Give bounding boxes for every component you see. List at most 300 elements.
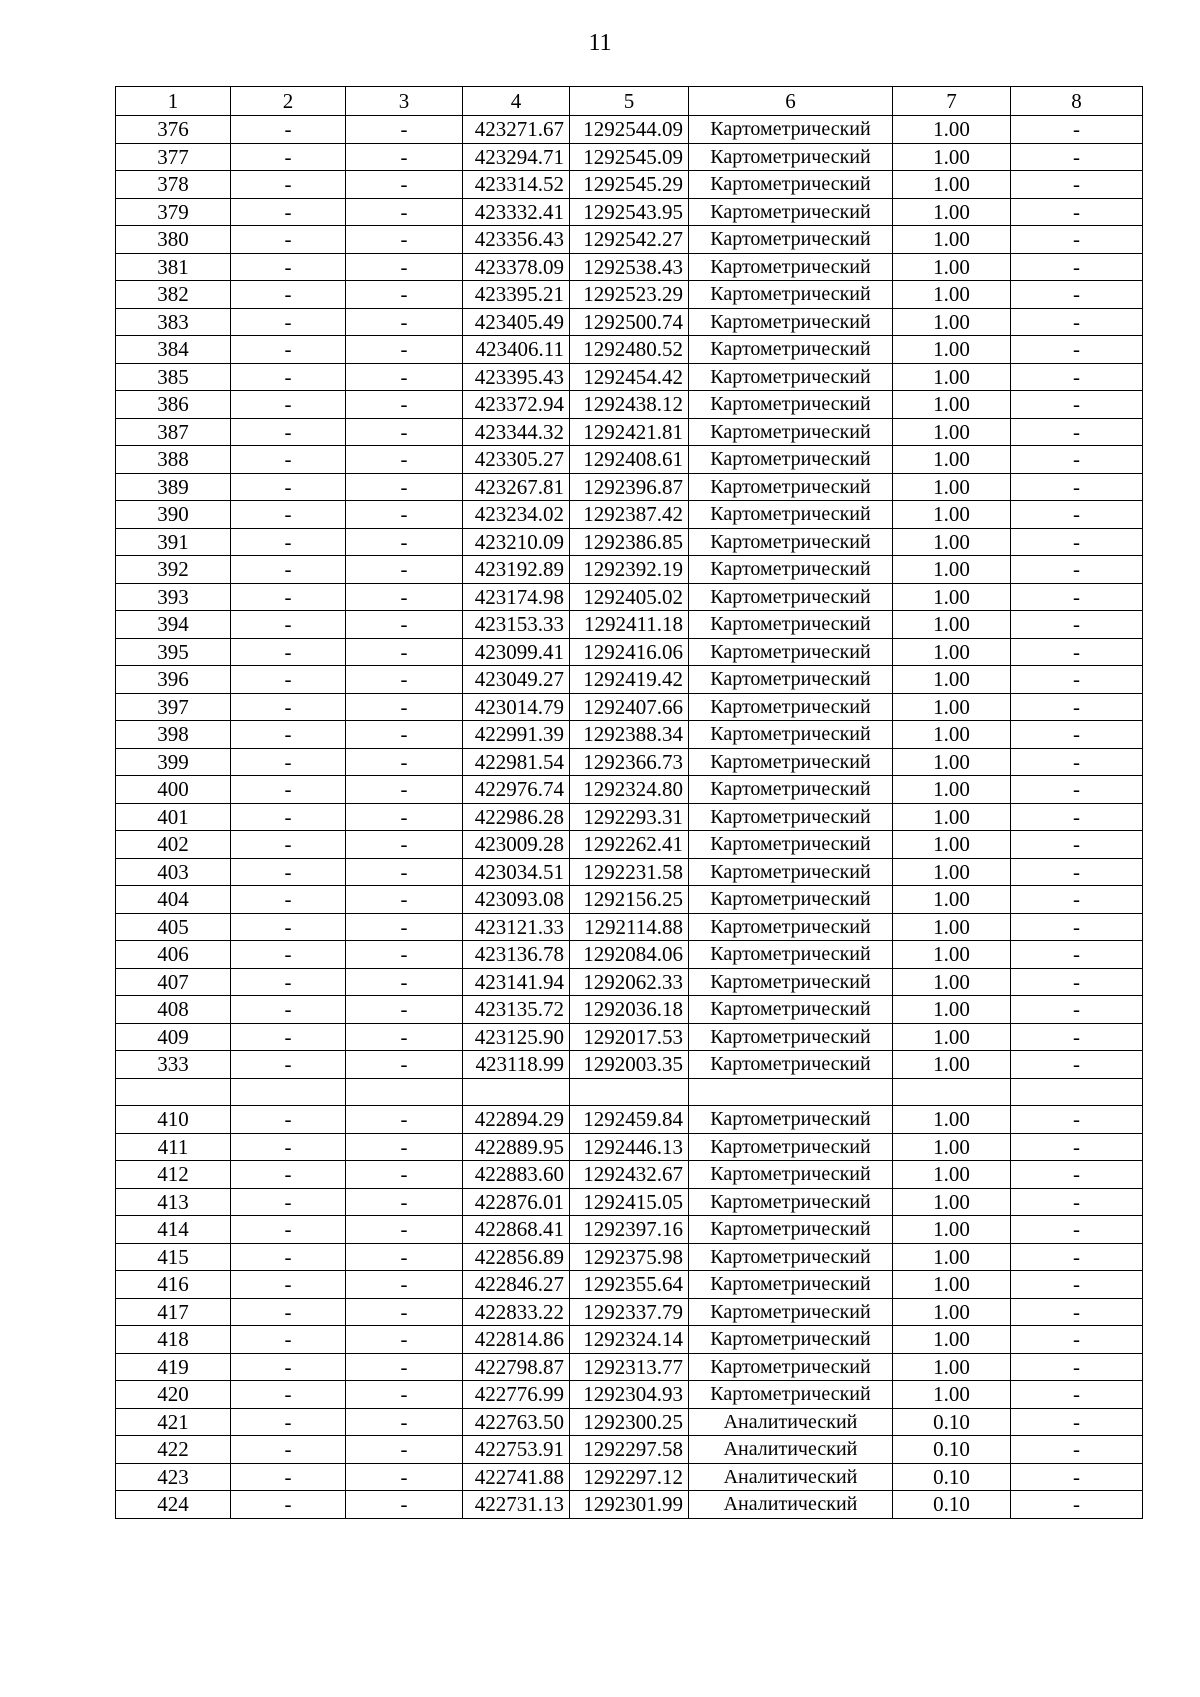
point-number-cell: 399 [116,748,231,776]
table-row [116,171,1143,199]
method-cell: Аналитический [689,1408,893,1436]
accuracy-cell: 1.00 [893,391,1011,419]
point-number-cell: 380 [116,226,231,254]
accuracy-cell: 1.00 [893,363,1011,391]
col8-cell: - [1011,556,1143,584]
point-number-cell: 386 [116,391,231,419]
method-cell: Картометрический [689,721,893,749]
col3-cell: - [346,1353,463,1381]
col8-cell: - [1011,886,1143,914]
point-number-cell: 421 [116,1408,231,1436]
y-coordinate-cell: 1292388.34 [570,721,689,749]
col2-cell: - [231,1271,346,1299]
x-coordinate-cell: 423210.09 [463,528,570,556]
col2-cell: - [231,1436,346,1464]
col2-cell: - [231,1161,346,1189]
x-coordinate-cell: 423314.52 [463,171,570,199]
accuracy-cell: 0.10 [893,1463,1011,1491]
point-number-cell [116,1078,231,1106]
coordinates-table [115,86,1143,1519]
col3-cell [346,1078,463,1106]
col8-cell: - [1011,638,1143,666]
column-header: 4 [463,87,570,116]
point-number-cell: 378 [116,171,231,199]
col2-cell: - [231,1491,346,1519]
table-row [116,473,1143,501]
method-cell: Картометрический [689,803,893,831]
x-coordinate-cell [463,1078,570,1106]
col2-cell: - [231,143,346,171]
accuracy-cell: 1.00 [893,1023,1011,1051]
accuracy-cell: 1.00 [893,858,1011,886]
x-coordinate-cell: 422846.27 [463,1271,570,1299]
accuracy-cell: 1.00 [893,638,1011,666]
method-cell: Картометрический [689,418,893,446]
col8-cell: - [1011,418,1143,446]
col8-cell: - [1011,363,1143,391]
method-cell: Картометрический [689,1353,893,1381]
table-row [116,1463,1143,1491]
col3-cell: - [346,1298,463,1326]
y-coordinate-cell: 1292114.88 [570,913,689,941]
col8-cell: - [1011,996,1143,1024]
table-row [116,913,1143,941]
x-coordinate-cell: 422883.60 [463,1161,570,1189]
col8-cell: - [1011,226,1143,254]
x-coordinate-cell: 423125.90 [463,1023,570,1051]
y-coordinate-cell: 1292231.58 [570,858,689,886]
method-cell: Картометрический [689,363,893,391]
accuracy-cell: 1.00 [893,1271,1011,1299]
col2-cell: - [231,336,346,364]
accuracy-cell: 1.00 [893,556,1011,584]
y-coordinate-cell: 1292407.66 [570,693,689,721]
y-coordinate-cell: 1292446.13 [570,1133,689,1161]
col8-cell: - [1011,1243,1143,1271]
table-row [116,611,1143,639]
point-number-cell: 401 [116,803,231,831]
col3-cell: - [346,501,463,529]
method-cell: Картометрический [689,391,893,419]
y-coordinate-cell: 1292415.05 [570,1188,689,1216]
point-number-cell: 395 [116,638,231,666]
table-row [116,831,1143,859]
y-coordinate-cell: 1292480.52 [570,336,689,364]
point-number-cell: 424 [116,1491,231,1519]
y-coordinate-cell: 1292300.25 [570,1408,689,1436]
col3-cell: - [346,1023,463,1051]
y-coordinate-cell: 1292386.85 [570,528,689,556]
col2-cell: - [231,198,346,226]
col3-cell: - [346,913,463,941]
x-coordinate-cell: 423405.49 [463,308,570,336]
col3-cell: - [346,556,463,584]
accuracy-cell: 1.00 [893,116,1011,144]
x-coordinate-cell: 423294.71 [463,143,570,171]
point-number-cell: 392 [116,556,231,584]
method-cell: Картометрический [689,1326,893,1354]
point-number-cell: 412 [116,1161,231,1189]
point-number-cell: 413 [116,1188,231,1216]
col2-cell: - [231,941,346,969]
accuracy-cell: 1.00 [893,968,1011,996]
col8-cell: - [1011,1436,1143,1464]
x-coordinate-cell: 423135.72 [463,996,570,1024]
x-coordinate-cell: 423093.08 [463,886,570,914]
col2-cell: - [231,253,346,281]
col8-cell: - [1011,1408,1143,1436]
col3-cell: - [346,1436,463,1464]
y-coordinate-cell: 1292355.64 [570,1271,689,1299]
col2-cell: - [231,391,346,419]
x-coordinate-cell: 422798.87 [463,1353,570,1381]
method-cell: Картометрический [689,1051,893,1079]
accuracy-cell: 1.00 [893,721,1011,749]
table-row [116,391,1143,419]
col3-cell: - [346,1216,463,1244]
col8-cell: - [1011,143,1143,171]
col8-cell: - [1011,1023,1143,1051]
point-number-cell: 384 [116,336,231,364]
table-row [116,996,1143,1024]
y-coordinate-cell: 1292397.16 [570,1216,689,1244]
method-cell: Картометрический [689,198,893,226]
col3-cell: - [346,611,463,639]
point-number-cell: 418 [116,1326,231,1354]
x-coordinate-cell: 423192.89 [463,556,570,584]
accuracy-cell: 0.10 [893,1491,1011,1519]
column-header: 7 [893,87,1011,116]
accuracy-cell: 1.00 [893,611,1011,639]
table-row [116,501,1143,529]
accuracy-cell: 1.00 [893,198,1011,226]
table-row [116,281,1143,309]
x-coordinate-cell: 423378.09 [463,253,570,281]
column-header: 2 [231,87,346,116]
y-coordinate-cell: 1292324.80 [570,776,689,804]
x-coordinate-cell: 422741.88 [463,1463,570,1491]
table-row [116,253,1143,281]
col2-cell: - [231,748,346,776]
col8-cell: - [1011,968,1143,996]
y-coordinate-cell: 1292084.06 [570,941,689,969]
method-cell: Картометрический [689,693,893,721]
method-cell: Картометрический [689,748,893,776]
x-coordinate-cell: 422731.13 [463,1491,570,1519]
col3-cell: - [346,171,463,199]
accuracy-cell: 1.00 [893,1298,1011,1326]
col8-cell: - [1011,1463,1143,1491]
point-number-cell: 379 [116,198,231,226]
y-coordinate-cell: 1292387.42 [570,501,689,529]
point-number-cell: 402 [116,831,231,859]
col8-cell: - [1011,1298,1143,1326]
method-cell: Аналитический [689,1436,893,1464]
x-coordinate-cell: 423395.21 [463,281,570,309]
table-row [116,1408,1143,1436]
table-row [116,638,1143,666]
x-coordinate-cell: 422876.01 [463,1188,570,1216]
col2-cell: - [231,501,346,529]
method-cell: Аналитический [689,1463,893,1491]
col2-cell: - [231,858,346,886]
col3-cell: - [346,693,463,721]
table-row [116,1106,1143,1134]
col2-cell: - [231,666,346,694]
col8-cell: - [1011,831,1143,859]
col8-cell: - [1011,1161,1143,1189]
col8-cell: - [1011,253,1143,281]
accuracy-cell: 1.00 [893,473,1011,501]
y-coordinate-cell: 1292538.43 [570,253,689,281]
col3-cell: - [346,363,463,391]
col2-cell: - [231,363,346,391]
accuracy-cell: 1.00 [893,253,1011,281]
y-coordinate-cell: 1292017.53 [570,1023,689,1051]
table-row [116,1298,1143,1326]
col3-cell: - [346,1463,463,1491]
accuracy-cell: 1.00 [893,446,1011,474]
col2-cell: - [231,1298,346,1326]
point-number-cell: 397 [116,693,231,721]
table-row [116,226,1143,254]
col8-cell: - [1011,1491,1143,1519]
table-row [116,1491,1143,1519]
col3-cell: - [346,748,463,776]
method-cell: Картометрический [689,528,893,556]
method-cell: Картометрический [689,858,893,886]
col3-cell: - [346,941,463,969]
y-coordinate-cell: 1292454.42 [570,363,689,391]
col2-cell: - [231,968,346,996]
method-cell: Картометрический [689,583,893,611]
table-row [116,1133,1143,1161]
col8-cell: - [1011,501,1143,529]
y-coordinate-cell: 1292438.12 [570,391,689,419]
col3-cell: - [346,858,463,886]
table-row [116,336,1143,364]
x-coordinate-cell: 422856.89 [463,1243,570,1271]
col8-cell: - [1011,941,1143,969]
y-coordinate-cell: 1292262.41 [570,831,689,859]
method-cell: Картометрический [689,1133,893,1161]
col8-cell: - [1011,721,1143,749]
col2-cell: - [231,996,346,1024]
col2-cell: - [231,1023,346,1051]
point-number-cell: 415 [116,1243,231,1271]
y-coordinate-cell: 1292003.35 [570,1051,689,1079]
y-coordinate-cell: 1292396.87 [570,473,689,501]
method-cell: Картометрический [689,1298,893,1326]
col3-cell: - [346,638,463,666]
col8-cell: - [1011,308,1143,336]
accuracy-cell: 1.00 [893,1326,1011,1354]
table-row [116,1051,1143,1079]
x-coordinate-cell: 423118.99 [463,1051,570,1079]
x-coordinate-cell: 423099.41 [463,638,570,666]
col3-cell: - [346,308,463,336]
col8-cell: - [1011,748,1143,776]
accuracy-cell: 1.00 [893,1381,1011,1409]
col3-cell: - [346,226,463,254]
table-row [116,556,1143,584]
col8-cell: - [1011,1271,1143,1299]
col3-cell: - [346,666,463,694]
y-coordinate-cell: 1292545.29 [570,171,689,199]
table-row [116,748,1143,776]
x-coordinate-cell: 422776.99 [463,1381,570,1409]
table-row [116,693,1143,721]
table-row [116,721,1143,749]
accuracy-cell: 1.00 [893,583,1011,611]
y-coordinate-cell: 1292337.79 [570,1298,689,1326]
table-row [116,1188,1143,1216]
col8-cell: - [1011,693,1143,721]
x-coordinate-cell: 423372.94 [463,391,570,419]
point-number-cell: 333 [116,1051,231,1079]
col2-cell: - [231,913,346,941]
method-cell: Картометрический [689,143,893,171]
accuracy-cell: 1.00 [893,1133,1011,1161]
y-coordinate-cell: 1292459.84 [570,1106,689,1134]
point-number-cell: 387 [116,418,231,446]
point-number-cell: 398 [116,721,231,749]
point-number-cell: 417 [116,1298,231,1326]
method-cell: Картометрический [689,611,893,639]
x-coordinate-cell: 422981.54 [463,748,570,776]
x-coordinate-cell: 422976.74 [463,776,570,804]
accuracy-cell: 1.00 [893,336,1011,364]
x-coordinate-cell: 423174.98 [463,583,570,611]
col2-cell: - [231,473,346,501]
accuracy-cell: 1.00 [893,1216,1011,1244]
x-coordinate-cell: 423009.28 [463,831,570,859]
table-row [116,308,1143,336]
accuracy-cell: 1.00 [893,1243,1011,1271]
accuracy-cell: 1.00 [893,143,1011,171]
y-coordinate-cell: 1292523.29 [570,281,689,309]
col3-cell: - [346,528,463,556]
method-cell: Картометрический [689,968,893,996]
accuracy-cell: 1.00 [893,831,1011,859]
col2-cell: - [231,1463,346,1491]
y-coordinate-cell: 1292313.77 [570,1353,689,1381]
col8-cell: - [1011,858,1143,886]
method-cell: Картометрический [689,308,893,336]
col3-cell: - [346,198,463,226]
col2-cell: - [231,1353,346,1381]
page-number: 11 [588,30,612,56]
accuracy-cell: 1.00 [893,418,1011,446]
point-number-cell: 381 [116,253,231,281]
method-cell: Картометрический [689,996,893,1024]
col3-cell: - [346,1106,463,1134]
y-coordinate-cell: 1292544.09 [570,116,689,144]
method-cell: Картометрический [689,1271,893,1299]
table-row [116,446,1143,474]
col8-cell [1011,1078,1143,1106]
x-coordinate-cell: 423014.79 [463,693,570,721]
col2-cell: - [231,1133,346,1161]
col2-cell: - [231,281,346,309]
method-cell: Картометрический [689,913,893,941]
method-cell: Картометрический [689,336,893,364]
point-number-cell: 407 [116,968,231,996]
col2-cell: - [231,583,346,611]
col8-cell: - [1011,473,1143,501]
col8-cell: - [1011,446,1143,474]
accuracy-cell: 1.00 [893,171,1011,199]
method-cell: Картометрический [689,1243,893,1271]
col3-cell: - [346,721,463,749]
x-coordinate-cell: 422889.95 [463,1133,570,1161]
table-row [116,803,1143,831]
x-coordinate-cell: 423153.33 [463,611,570,639]
table-row [116,1353,1143,1381]
table-row [116,858,1143,886]
point-number-cell: 389 [116,473,231,501]
point-number-cell: 416 [116,1271,231,1299]
accuracy-cell: 1.00 [893,1051,1011,1079]
accuracy-cell: 1.00 [893,501,1011,529]
col2-cell: - [231,1051,346,1079]
y-coordinate-cell: 1292432.67 [570,1161,689,1189]
col8-cell: - [1011,198,1143,226]
col3-cell: - [346,1161,463,1189]
col8-cell: - [1011,171,1143,199]
accuracy-cell: 1.00 [893,528,1011,556]
col3-cell: - [346,473,463,501]
x-coordinate-cell: 423395.43 [463,363,570,391]
x-coordinate-cell: 423305.27 [463,446,570,474]
col8-cell: - [1011,803,1143,831]
col8-cell: - [1011,1133,1143,1161]
y-coordinate-cell: 1292375.98 [570,1243,689,1271]
col8-cell: - [1011,1051,1143,1079]
col8-cell: - [1011,1381,1143,1409]
y-coordinate-cell: 1292301.99 [570,1491,689,1519]
col8-cell: - [1011,666,1143,694]
col2-cell: - [231,556,346,584]
table-row [116,198,1143,226]
y-coordinate-cell: 1292543.95 [570,198,689,226]
point-number-cell: 393 [116,583,231,611]
x-coordinate-cell: 422991.39 [463,721,570,749]
header-row [116,87,1143,116]
accuracy-cell: 1.00 [893,941,1011,969]
x-coordinate-cell: 422868.41 [463,1216,570,1244]
method-cell: Картометрический [689,1381,893,1409]
point-number-cell: 410 [116,1106,231,1134]
col8-cell: - [1011,116,1143,144]
y-coordinate-cell: 1292304.93 [570,1381,689,1409]
point-number-cell: 404 [116,886,231,914]
y-coordinate-cell [570,1078,689,1106]
y-coordinate-cell: 1292293.31 [570,803,689,831]
method-cell: Картометрический [689,1216,893,1244]
col2-cell: - [231,831,346,859]
table-row [116,941,1143,969]
accuracy-cell [893,1078,1011,1106]
y-coordinate-cell: 1292408.61 [570,446,689,474]
col2-cell [231,1078,346,1106]
method-cell: Картометрический [689,253,893,281]
x-coordinate-cell: 423356.43 [463,226,570,254]
table-row [116,143,1143,171]
column-header: 3 [346,87,463,116]
y-coordinate-cell: 1292500.74 [570,308,689,336]
col3-cell: - [346,996,463,1024]
